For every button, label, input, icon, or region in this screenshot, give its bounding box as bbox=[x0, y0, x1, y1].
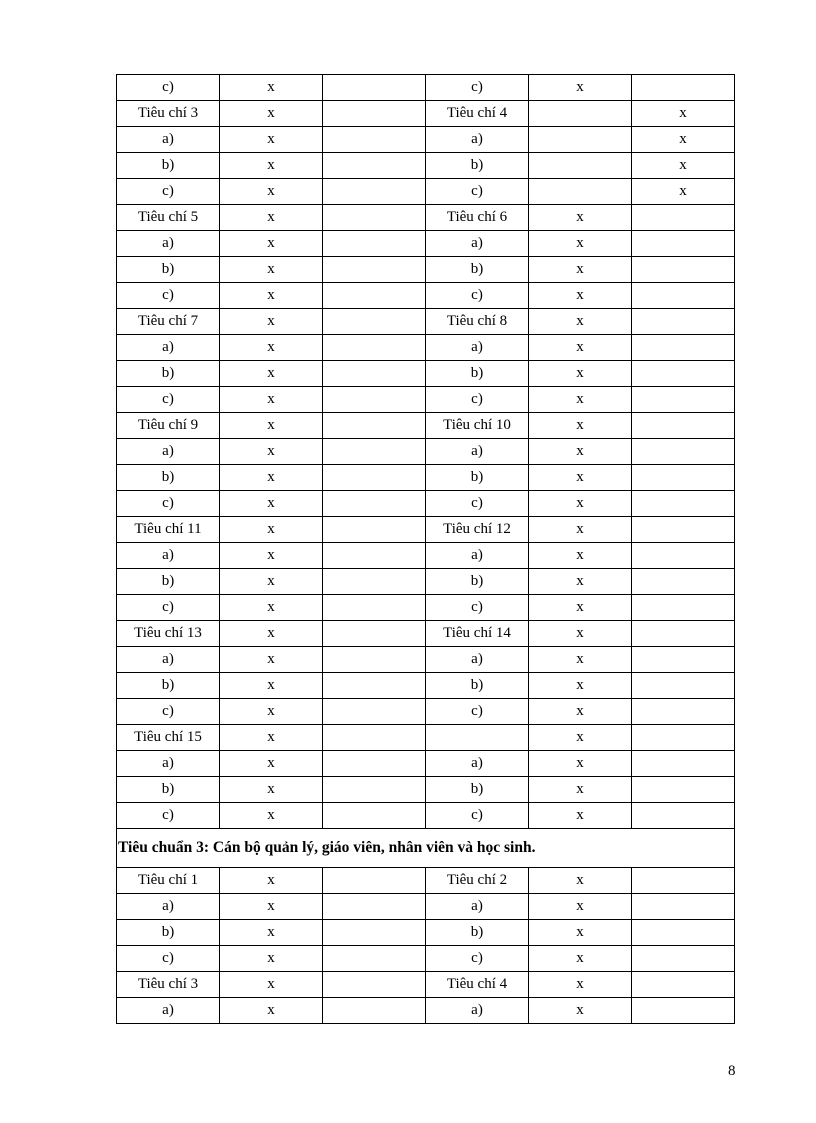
table-cell: x bbox=[220, 803, 323, 829]
table-cell bbox=[632, 699, 735, 725]
table-row bbox=[117, 725, 735, 751]
table-cell: x bbox=[529, 595, 632, 621]
table-cell bbox=[529, 127, 632, 153]
table-cell: c) bbox=[426, 699, 529, 725]
table-cell: c) bbox=[117, 699, 220, 725]
table-cell: x bbox=[220, 699, 323, 725]
table-cell: c) bbox=[426, 491, 529, 517]
table-cell bbox=[323, 673, 426, 699]
table-cell: b) bbox=[117, 777, 220, 803]
table-cell: x bbox=[220, 920, 323, 946]
table-row bbox=[117, 491, 735, 517]
table-cell bbox=[323, 517, 426, 543]
section-heading-row bbox=[117, 829, 735, 868]
table-row bbox=[117, 465, 735, 491]
table-cell: x bbox=[220, 75, 323, 101]
table-cell bbox=[632, 803, 735, 829]
table-cell: x bbox=[529, 75, 632, 101]
table-cell bbox=[529, 179, 632, 205]
table-cell bbox=[323, 75, 426, 101]
table-cell: Tiêu chí 1 bbox=[117, 868, 220, 894]
table-cell bbox=[323, 946, 426, 972]
table-cell: x bbox=[220, 517, 323, 543]
table-cell: a) bbox=[426, 647, 529, 673]
table-cell bbox=[632, 491, 735, 517]
table-cell bbox=[323, 361, 426, 387]
table-cell bbox=[632, 517, 735, 543]
table-cell bbox=[323, 387, 426, 413]
table-cell: x bbox=[529, 205, 632, 231]
table-cell: c) bbox=[117, 491, 220, 517]
table-cell: a) bbox=[426, 751, 529, 777]
table-cell: x bbox=[220, 673, 323, 699]
table-cell: a) bbox=[117, 231, 220, 257]
table-cell: x bbox=[220, 998, 323, 1024]
table-cell bbox=[323, 647, 426, 673]
table-cell: c) bbox=[117, 283, 220, 309]
table-row bbox=[117, 257, 735, 283]
table-cell bbox=[632, 465, 735, 491]
table-cell bbox=[632, 946, 735, 972]
table-cell: c) bbox=[117, 946, 220, 972]
table-row bbox=[117, 231, 735, 257]
table-cell: x bbox=[220, 153, 323, 179]
table-cell bbox=[632, 777, 735, 803]
table-cell bbox=[632, 673, 735, 699]
table-cell bbox=[323, 803, 426, 829]
table-cell: x bbox=[220, 127, 323, 153]
table-cell bbox=[323, 491, 426, 517]
table-row bbox=[117, 75, 735, 101]
table-row bbox=[117, 803, 735, 829]
table-cell: x bbox=[529, 491, 632, 517]
section-heading: Tiêu chuẩn 3: Cán bộ quản lý, giáo viên, nhân viên và học sinh. bbox=[117, 829, 735, 868]
table-cell: x bbox=[220, 361, 323, 387]
table-cell: x bbox=[529, 972, 632, 998]
table-cell: c) bbox=[117, 179, 220, 205]
table-row bbox=[117, 205, 735, 231]
table-cell bbox=[632, 205, 735, 231]
table-cell bbox=[323, 335, 426, 361]
table-cell: x bbox=[529, 257, 632, 283]
table-cell: Tiêu chí 4 bbox=[426, 972, 529, 998]
table-cell bbox=[632, 361, 735, 387]
table-cell bbox=[323, 725, 426, 751]
table-cell: x bbox=[220, 595, 323, 621]
table-row bbox=[117, 998, 735, 1024]
table-row bbox=[117, 101, 735, 127]
table-row bbox=[117, 621, 735, 647]
table-cell: x bbox=[220, 569, 323, 595]
table-cell bbox=[632, 920, 735, 946]
table-cell: x bbox=[529, 387, 632, 413]
table-cell: b) bbox=[117, 153, 220, 179]
table-cell: x bbox=[529, 751, 632, 777]
table-cell: Tiêu chí 5 bbox=[117, 205, 220, 231]
table-cell: x bbox=[220, 725, 323, 751]
table-cell: Tiêu chí 9 bbox=[117, 413, 220, 439]
table-cell: b) bbox=[426, 361, 529, 387]
table-row bbox=[117, 673, 735, 699]
table-cell: Tiêu chí 10 bbox=[426, 413, 529, 439]
table-cell bbox=[632, 894, 735, 920]
table-cell: x bbox=[220, 751, 323, 777]
table-cell bbox=[632, 75, 735, 101]
table-cell: Tiêu chí 12 bbox=[426, 517, 529, 543]
table-row bbox=[117, 699, 735, 725]
table-cell bbox=[323, 543, 426, 569]
table-cell bbox=[632, 725, 735, 751]
table-cell bbox=[323, 179, 426, 205]
table-cell bbox=[632, 595, 735, 621]
table-cell: c) bbox=[426, 595, 529, 621]
table-cell bbox=[632, 439, 735, 465]
table-cell bbox=[323, 751, 426, 777]
table-cell bbox=[632, 972, 735, 998]
table-cell: a) bbox=[426, 543, 529, 569]
table-cell bbox=[323, 621, 426, 647]
table-row bbox=[117, 153, 735, 179]
table-cell: x bbox=[220, 179, 323, 205]
table-cell: c) bbox=[117, 595, 220, 621]
table-cell bbox=[323, 257, 426, 283]
table-cell: x bbox=[220, 101, 323, 127]
table-row bbox=[117, 751, 735, 777]
table-cell: b) bbox=[117, 569, 220, 595]
table-cell bbox=[632, 413, 735, 439]
table-cell: Tiêu chí 14 bbox=[426, 621, 529, 647]
table-row bbox=[117, 647, 735, 673]
table-cell: c) bbox=[117, 75, 220, 101]
table-cell: c) bbox=[426, 946, 529, 972]
table-cell bbox=[632, 309, 735, 335]
table-cell: b) bbox=[426, 920, 529, 946]
table-cell bbox=[323, 868, 426, 894]
table-cell bbox=[323, 920, 426, 946]
table-cell bbox=[323, 569, 426, 595]
table-cell: x bbox=[632, 153, 735, 179]
table-cell bbox=[323, 465, 426, 491]
table-cell: x bbox=[220, 283, 323, 309]
table-cell: x bbox=[529, 699, 632, 725]
table-row bbox=[117, 517, 735, 543]
table-cell: x bbox=[529, 998, 632, 1024]
table-row bbox=[117, 920, 735, 946]
table-cell bbox=[323, 894, 426, 920]
table-row bbox=[117, 595, 735, 621]
table-cell: a) bbox=[117, 751, 220, 777]
table-cell: x bbox=[529, 894, 632, 920]
table-cell: a) bbox=[117, 543, 220, 569]
table-cell: c) bbox=[117, 387, 220, 413]
table-cell: x bbox=[529, 621, 632, 647]
table-cell bbox=[323, 153, 426, 179]
table-cell bbox=[632, 621, 735, 647]
table-cell bbox=[632, 543, 735, 569]
table-cell: x bbox=[529, 309, 632, 335]
table-row bbox=[117, 894, 735, 920]
table-cell: b) bbox=[426, 153, 529, 179]
table-cell: x bbox=[529, 569, 632, 595]
table-cell: Tiêu chí 6 bbox=[426, 205, 529, 231]
table-cell: x bbox=[632, 179, 735, 205]
table-cell: x bbox=[220, 491, 323, 517]
table-cell: x bbox=[220, 777, 323, 803]
table-cell: Tiêu chí 3 bbox=[117, 101, 220, 127]
table-cell: a) bbox=[117, 894, 220, 920]
table-cell: x bbox=[632, 101, 735, 127]
table-cell bbox=[426, 725, 529, 751]
table-row bbox=[117, 413, 735, 439]
table-cell: b) bbox=[117, 920, 220, 946]
table-cell: x bbox=[529, 673, 632, 699]
table-cell: x bbox=[529, 361, 632, 387]
table-cell: a) bbox=[426, 894, 529, 920]
table-cell: x bbox=[220, 465, 323, 491]
table-cell: b) bbox=[426, 257, 529, 283]
table-cell: b) bbox=[426, 465, 529, 491]
page-number: 8 bbox=[728, 1063, 736, 1079]
table-row bbox=[117, 777, 735, 803]
table-cell: x bbox=[220, 894, 323, 920]
table-row bbox=[117, 972, 735, 998]
table-row bbox=[117, 335, 735, 361]
table-cell: x bbox=[529, 413, 632, 439]
table-cell: x bbox=[529, 231, 632, 257]
table-cell bbox=[323, 998, 426, 1024]
table-cell: x bbox=[529, 517, 632, 543]
table-cell: a) bbox=[117, 647, 220, 673]
table-cell: Tiêu chí 15 bbox=[117, 725, 220, 751]
table-row bbox=[117, 179, 735, 205]
table-cell: x bbox=[632, 127, 735, 153]
table-cell bbox=[632, 868, 735, 894]
table-cell bbox=[632, 231, 735, 257]
table-cell: x bbox=[529, 777, 632, 803]
table-cell: Tiêu chí 3 bbox=[117, 972, 220, 998]
table-cell: a) bbox=[426, 231, 529, 257]
table-row bbox=[117, 439, 735, 465]
table-cell bbox=[632, 335, 735, 361]
table-cell: Tiêu chí 2 bbox=[426, 868, 529, 894]
table-cell bbox=[529, 153, 632, 179]
table-cell: a) bbox=[426, 439, 529, 465]
table-cell: x bbox=[529, 335, 632, 361]
table-cell: b) bbox=[426, 673, 529, 699]
table-cell: Tiêu chí 7 bbox=[117, 309, 220, 335]
table-cell bbox=[632, 998, 735, 1024]
table-cell bbox=[323, 777, 426, 803]
table-cell: x bbox=[220, 946, 323, 972]
table-cell bbox=[323, 205, 426, 231]
table-cell: a) bbox=[426, 335, 529, 361]
table-cell bbox=[632, 569, 735, 595]
table-cell: x bbox=[529, 868, 632, 894]
table-row bbox=[117, 569, 735, 595]
table-cell bbox=[632, 751, 735, 777]
table-cell: b) bbox=[117, 673, 220, 699]
table-cell: a) bbox=[117, 335, 220, 361]
table-cell: x bbox=[220, 621, 323, 647]
table-cell bbox=[632, 283, 735, 309]
table-cell: a) bbox=[117, 439, 220, 465]
table-cell bbox=[323, 283, 426, 309]
table-cell: x bbox=[529, 439, 632, 465]
table-cell: c) bbox=[426, 75, 529, 101]
table-cell: x bbox=[220, 543, 323, 569]
table-cell: Tiêu chí 13 bbox=[117, 621, 220, 647]
table-cell: x bbox=[220, 335, 323, 361]
table-row bbox=[117, 868, 735, 894]
table-cell bbox=[529, 101, 632, 127]
table-cell: x bbox=[529, 920, 632, 946]
table-cell: b) bbox=[426, 777, 529, 803]
table-cell: c) bbox=[426, 179, 529, 205]
table-row bbox=[117, 283, 735, 309]
table-cell: x bbox=[220, 413, 323, 439]
table-cell: c) bbox=[426, 803, 529, 829]
table-cell: x bbox=[220, 257, 323, 283]
table-cell: x bbox=[529, 803, 632, 829]
table-cell: c) bbox=[426, 283, 529, 309]
table-cell: x bbox=[529, 465, 632, 491]
table-cell: x bbox=[529, 647, 632, 673]
table-cell: c) bbox=[117, 803, 220, 829]
table-cell bbox=[323, 309, 426, 335]
table-cell bbox=[323, 972, 426, 998]
table-row bbox=[117, 361, 735, 387]
table-cell: x bbox=[220, 387, 323, 413]
table-cell: x bbox=[529, 283, 632, 309]
table-cell: x bbox=[529, 543, 632, 569]
table-cell: x bbox=[220, 868, 323, 894]
table-cell bbox=[323, 413, 426, 439]
criteria-table bbox=[116, 74, 735, 1024]
table-cell: a) bbox=[117, 998, 220, 1024]
table-cell bbox=[632, 257, 735, 283]
table-cell bbox=[632, 647, 735, 673]
table-cell: x bbox=[529, 946, 632, 972]
table-cell bbox=[632, 387, 735, 413]
table-cell bbox=[323, 231, 426, 257]
table-cell: Tiêu chí 11 bbox=[117, 517, 220, 543]
table-cell: x bbox=[220, 972, 323, 998]
table-cell bbox=[323, 101, 426, 127]
table-cell: x bbox=[220, 309, 323, 335]
table-row bbox=[117, 387, 735, 413]
table-row bbox=[117, 309, 735, 335]
table-cell: a) bbox=[426, 127, 529, 153]
table-cell: b) bbox=[426, 569, 529, 595]
table-cell bbox=[323, 127, 426, 153]
table-cell: x bbox=[220, 439, 323, 465]
criteria-table-body bbox=[117, 75, 735, 1024]
table-cell bbox=[323, 595, 426, 621]
table-cell: b) bbox=[117, 257, 220, 283]
table-cell: Tiêu chí 8 bbox=[426, 309, 529, 335]
table-row bbox=[117, 127, 735, 153]
table-cell: x bbox=[220, 647, 323, 673]
table-cell bbox=[323, 439, 426, 465]
table-row bbox=[117, 946, 735, 972]
table-cell: c) bbox=[426, 387, 529, 413]
table-cell: a) bbox=[117, 127, 220, 153]
table-cell: a) bbox=[426, 998, 529, 1024]
table-cell: x bbox=[220, 205, 323, 231]
table-cell: x bbox=[529, 725, 632, 751]
table-cell: x bbox=[220, 231, 323, 257]
table-cell bbox=[323, 699, 426, 725]
table-cell: b) bbox=[117, 361, 220, 387]
table-row bbox=[117, 543, 735, 569]
table-cell: Tiêu chí 4 bbox=[426, 101, 529, 127]
table-cell: b) bbox=[117, 465, 220, 491]
